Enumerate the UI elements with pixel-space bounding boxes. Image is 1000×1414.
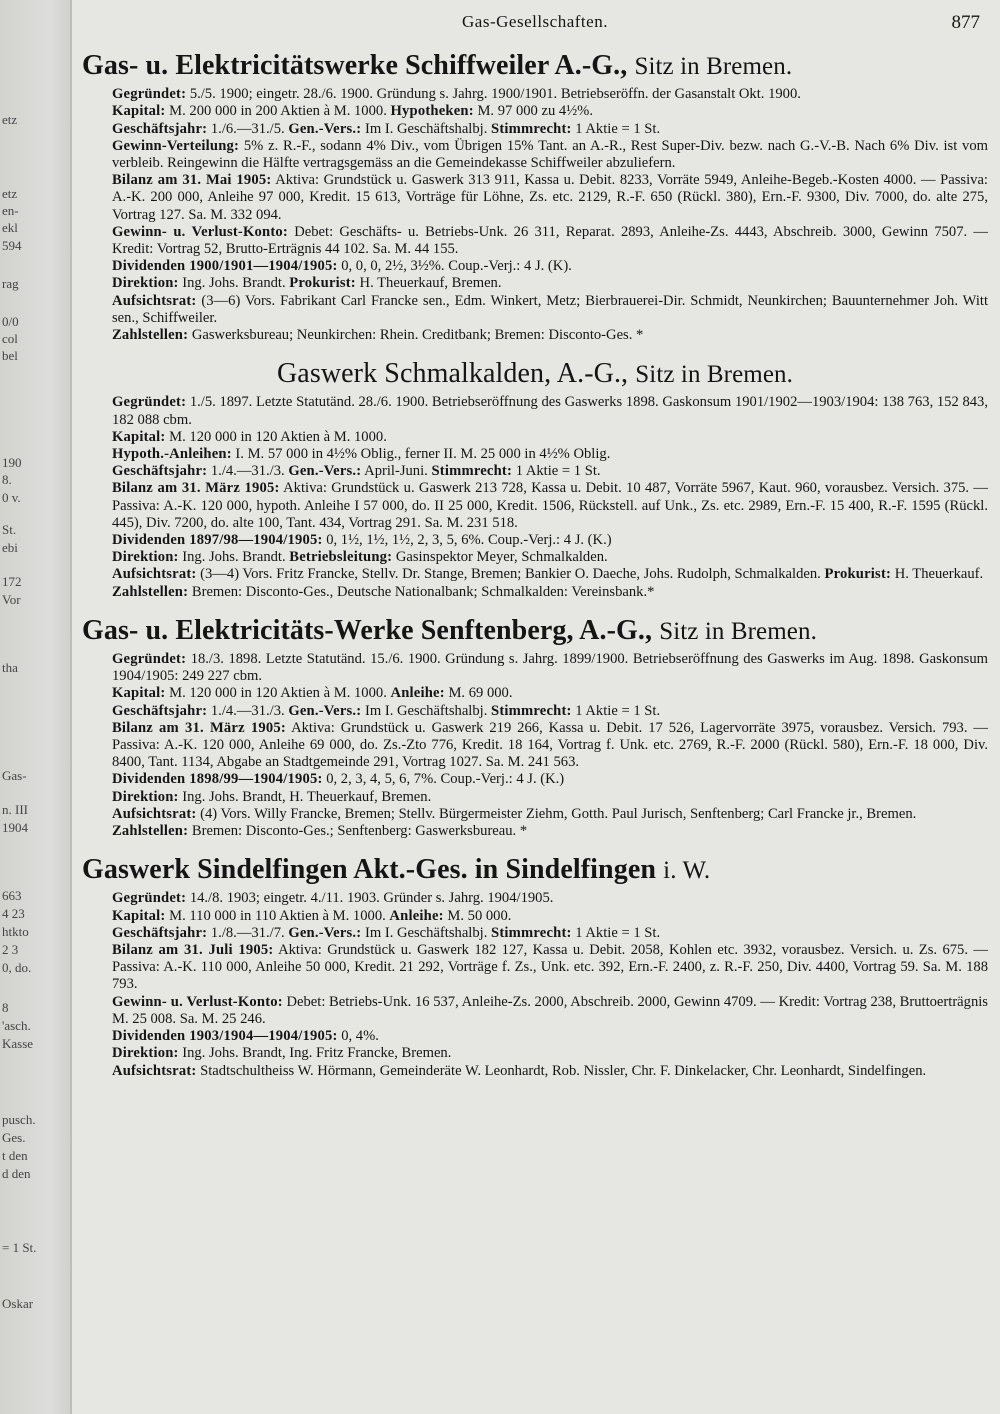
margin-fragment: 190: [2, 455, 22, 470]
field-label: Prokurist:: [289, 275, 356, 292]
field-value: Aktiva: Grundstück u. Gaswerk 182 127, Kassa u. Debit. 2058, Kohlen etc. 3932, vorausbez. Versich. u. Zs. 675. — Passiva: A.-K. 110 000, Anleihe 50 000, Kredit. 21 292, Vorträge f. Zs., Unk. etc. 392, Ern.-F. 2400, z. R.-F. 250, Div. 4400, Vortrag 59. Sa. M. 188 793.: [112, 942, 988, 993]
company-name: Gas- u. Elektricitätswerke Schiffweiler A.-G.,: [82, 50, 628, 81]
entry-paragraph: [82, 771, 988, 788]
field-label: Bilanz am 31. Mai 1905:: [112, 172, 272, 189]
margin-fragment: Gas-: [2, 768, 27, 783]
margin-fragment: rag: [2, 276, 19, 291]
field-value: 1 Aktie = 1 St.: [575, 924, 661, 941]
entry-paragraph: [82, 480, 988, 532]
margin-fragment: etz: [2, 112, 18, 127]
field-label: Anleihe:: [390, 685, 445, 702]
field-label: Gegründet:: [112, 890, 187, 907]
field-label: Gewinn-Verteilung:: [112, 137, 240, 154]
margin-fragment: col: [2, 331, 18, 346]
company-name: Gas- u. Elektricitäts-Werke Senftenberg, A.-G.,: [82, 614, 653, 646]
field-label: Direktion:: [112, 788, 179, 805]
page-content: [82, 50, 988, 1094]
field-label: Aufsichtsrat:: [112, 1062, 197, 1079]
field-value: M. 69 000.: [448, 685, 513, 702]
entry-paragraph: [82, 327, 988, 344]
field-value: Aktiva: Grundstück u. Gaswerk 213 728, Kassa u. Debit. 10 487, Vorräte 5967, Kaut. 960, vorausbez. Versich. 375. — Passiva: A.-K. 120 000, hypoth. Anleihe I 57 000, do. II 25 000, Kredit. 1506, Rückstell. auf Unk., Zs. etc. 2989, Ern.-F. 15 400, R.-F. 1595 (Rückl. 445), Div. 7200, do. alte 100, Tant. 434, Vortrag 291. Sa. M. 231 518.: [112, 480, 988, 531]
entry-paragraph: [82, 532, 988, 549]
field-value: Aktiva: Grundstück u. Gaswerk 219 266, Kassa u. Debit. 17 526, Lagervorräte 3975, vorausbez. Versich. 793. — Passiva: A.-K. 120 000, Anleihe 69 000, do. Zs.-Zto 776, Kredit. 18 164, Vortrag f. Unk. etc. 2769, R.-F. 2000 (Rückl. 580), Ern.-F. 18 000, Div. 8400, Tant. 1134, Abgabe an Stadtgemeinde 291, Vortrag 1027. Sa. M. 241 563.: [112, 719, 989, 771]
field-label: Geschäftsjahr:: [112, 120, 208, 137]
field-label: Anleihe:: [389, 907, 444, 924]
entry-paragraph: [82, 651, 988, 685]
field-value: M. 50 000.: [447, 907, 512, 924]
margin-fragment: 8.: [2, 472, 12, 487]
company-title: [82, 854, 988, 886]
field-label: Kapital:: [112, 428, 166, 445]
field-value: 1./4.—31./3.: [210, 702, 285, 719]
field-value: 1./6.—31./5.: [210, 120, 285, 137]
field-label: Kapital:: [112, 685, 166, 702]
margin-fragment: ekl: [2, 220, 18, 235]
field-value: (3—6) Vors. Fabrikant Carl Francke sen., Edm. Winkert, Metz; Bierbrauerei-Dir. Schmidt, Neunkirchen; Bauunternehmer Joh. Witt sen., Schiffweiler.: [112, 292, 988, 326]
company-entry: [82, 50, 988, 344]
field-value: Debet: Betriebs-Unk. 16 537, Anleihe-Zs. 2000, Abschreib. 2000, Gewinn 4709. — Kredit: Vortrag 238, Bruttoerträgnis M. 25 008. Sa. M. 25 246.: [112, 993, 988, 1027]
entry-paragraph: [82, 685, 988, 702]
field-value: Ing. Johs. Brandt, H. Theuerkauf, Bremen.: [182, 788, 432, 805]
company-seat: Sitz in Bremen.: [659, 617, 817, 645]
entry-paragraph: [82, 549, 988, 566]
field-value: 18./3. 1898. Letzte Statutänd. 15./6. 1900. Gründung s. Jahrg. 1899/1900. Betriebseröffnung des Gaswerks im Aug. 1898. Gaskonsum 1904/1905: 249 227 cbm.: [112, 651, 989, 685]
field-value: M. 120 000 in 120 Aktien à M. 1000.: [169, 428, 387, 445]
field-value: M. 110 000 in 110 Aktien à M. 1000.: [169, 907, 386, 924]
margin-fragment: Oskar: [2, 1296, 34, 1311]
margin-fragment: Ges.: [2, 1130, 26, 1145]
margin-fragment: n. III: [2, 802, 28, 817]
margin-fragment: ebi: [2, 540, 18, 555]
entry-paragraph: [82, 172, 988, 224]
field-value: 0, 1½, 1½, 1½, 2, 3, 5, 6%. Coup.-Verj.: 4 J. (K.): [326, 532, 612, 549]
company-entry: [82, 358, 988, 601]
margin-fragment: 1904: [2, 820, 28, 835]
company-seat: Sitz in Bremen.: [634, 53, 793, 80]
field-label: Gen.-Vers.:: [288, 120, 362, 137]
field-label: Stimmrecht:: [491, 924, 572, 941]
margin-fragment: 172: [2, 574, 22, 589]
company-seat: Sitz in Bremen.: [635, 361, 793, 389]
entry-paragraph: [82, 1063, 988, 1080]
margin-fragment: 2 3: [2, 942, 19, 957]
entry-paragraph: [82, 138, 988, 172]
field-label: Gegründet:: [112, 86, 187, 103]
field-value: (4) Vors. Willy Francke, Bremen; Stellv. Bürgermeister Ziehm, Gotth. Paul Jurisch, Senftenberg; Carl Francke jr., Bremen.: [200, 805, 917, 822]
field-label: Gegründet:: [112, 651, 187, 668]
entry-paragraph: [82, 806, 988, 823]
field-label: Gen.-Vers.:: [288, 702, 362, 719]
margin-fragment: = 1 St.: [2, 1240, 37, 1255]
company-title: [82, 50, 988, 82]
entry-paragraph: [82, 720, 988, 772]
entry-paragraph: [82, 463, 988, 480]
entry-paragraph: [82, 258, 988, 275]
field-value: 14./8. 1903; eingetr. 4./11. 1903. Gründer s. Jahrg. 1904/1905.: [189, 890, 554, 907]
field-value: Bremen: Disconto-Ges.; Senftenberg: Gaswerksbureau. *: [191, 823, 528, 840]
facing-page-margin: [0, 0, 72, 1414]
margin-fragment: St.: [2, 522, 17, 537]
margin-fragment: 0, do.: [2, 960, 32, 975]
page-number: 877: [951, 12, 980, 33]
field-value: 0, 2, 3, 4, 5, 6, 7%. Coup.-Verj.: 4 J. (K.): [326, 771, 565, 788]
field-value: M. 200 000 in 200 Aktien à M. 1000.: [169, 103, 387, 120]
margin-fragment: 594: [2, 238, 22, 253]
field-label: Aufsichtsrat:: [112, 566, 197, 583]
field-value: (3—4) Vors. Fritz Francke, Stellv. Dr. Stange, Bremen; Bankier O. Daeche, Johs. Rudolph, Schmalkalden.: [200, 566, 821, 583]
field-value: Ing. Johs. Brandt.: [182, 275, 286, 292]
entry-paragraph: [82, 942, 988, 994]
field-label: Zahlstellen:: [112, 583, 189, 600]
field-label: Zahlstellen:: [112, 327, 189, 344]
field-label: Aufsichtsrat:: [112, 292, 197, 309]
margin-fragment: 0/0: [2, 314, 19, 329]
entry-paragraph: [82, 566, 988, 583]
entry-paragraph: [82, 925, 988, 942]
field-value: Im I. Geschäftshalbj.: [364, 702, 488, 719]
margin-fragment: 'asch.: [2, 1018, 31, 1033]
field-value: 5% z. R.-F., sodann 4% Div., vom Übrigen 15% Tant. an A.-R., Rest Super-Div. bezw. nach G.-V.-B. Nach 6% Div. ist vom verbleib. Reingewinn die Hälfte vertragsgemäss an die Gemeindekasse Schiffweiler abzuliefern.: [112, 137, 988, 171]
field-value: 5./5. 1900; eingetr. 28./6. 1900. Gründung s. Jahrg. 1900/1901. Betriebseröffn. der Gasanstalt Okt. 1900.: [189, 86, 801, 103]
entry-paragraph: [82, 789, 988, 806]
field-label: Bilanz am 31. März 1905:: [112, 480, 280, 497]
company-name: Gaswerk Sindelfingen Akt.-Ges. in Sindelfingen: [82, 854, 657, 886]
entry-paragraph: [82, 446, 988, 463]
field-label: Geschäftsjahr:: [112, 463, 208, 480]
field-label: Prokurist:: [824, 566, 892, 583]
margin-fragment: htkto: [2, 924, 29, 939]
entry-paragraph: [82, 890, 988, 907]
margin-fragment: 8: [2, 1000, 9, 1015]
field-label: Gen.-Vers.:: [288, 924, 362, 941]
field-label: Stimmrecht:: [491, 120, 572, 137]
field-label: Gen.-Vers.:: [288, 463, 362, 480]
margin-fragment: en-: [2, 203, 19, 218]
page-gutter: [70, 0, 72, 1414]
field-value: 1./4.—31./3.: [210, 463, 285, 480]
field-value: Stadtschultheiss W. Hörmann, Gemeinderäte W. Leonhardt, Rob. Nissler, Chr. F. Dinkelacker, Chr. Leonhardt, Sindelfingen.: [200, 1062, 927, 1079]
company-entry: [82, 615, 988, 840]
margin-fragment: t den: [2, 1148, 28, 1163]
margin-fragment: d den: [2, 1166, 31, 1181]
field-value: April-Juni.: [364, 463, 428, 480]
entry-paragraph: [82, 823, 988, 840]
field-value: Ing. Johs. Brandt.: [182, 549, 286, 566]
field-value: Bremen: Disconto-Ges., Deutsche Nationalbank; Schmalkalden: Vereinsbank.*: [191, 583, 655, 600]
field-label: Gewinn- u. Verlust-Konto:: [112, 993, 283, 1010]
field-value: Im I. Geschäftshalbj.: [364, 120, 488, 137]
entry-paragraph: [82, 1045, 988, 1062]
entry-paragraph: [82, 103, 988, 120]
field-value: Aktiva: Grundstück u. Gaswerk 313 911, Kassa u. Debit. 8233, Vorräte 5949, Anleihe-Begeb.-Kosten 4000. — Passiva: A.-K. 200 000, Anleihe 97 000, Kredit. 15 613, Vorträge für Löhne, Zs. etc. 2129, R.-F. 650 (Rückl. 380), Ern.-F. 9300, Div. 7000, do. alte 275, Vortrag 127. Sa. M. 332 094.: [112, 172, 988, 223]
entry-paragraph: [82, 121, 988, 138]
entry-paragraph: [82, 429, 988, 446]
field-value: 1 Aktie = 1 St.: [575, 702, 661, 719]
entry-paragraph: [82, 703, 988, 720]
field-label: Gegründet:: [112, 394, 187, 411]
entry-paragraph: [82, 293, 988, 327]
field-label: Gewinn- u. Verlust-Konto:: [112, 223, 288, 240]
company-seat: i. W.: [663, 857, 711, 885]
entry-paragraph: [82, 275, 988, 292]
field-label: Stimmrecht:: [491, 702, 572, 719]
field-label: Kapital:: [112, 103, 166, 120]
company-entry: [82, 854, 988, 1079]
field-value: 1./5. 1897. Letzte Statutänd. 28./6. 1900. Betriebseröffnung des Gaswerks 1898. Gaskonsum 1901/1902—1903/1904: 138 763, 152 843, 182 088 cbm.: [112, 394, 988, 428]
field-label: Hypotheken:: [390, 103, 474, 120]
field-value: 1 Aktie = 1 St.: [515, 463, 601, 480]
entry-paragraph: [82, 86, 988, 103]
company-title: [82, 358, 988, 390]
margin-fragment: pusch.: [2, 1112, 36, 1127]
field-label: Dividenden 1903/1904—1904/1905:: [112, 1028, 338, 1045]
field-value: 0, 0, 0, 2½, 3½%. Coup.-Verj.: 4 J. (K).: [341, 258, 572, 275]
field-label: Direktion:: [112, 549, 179, 566]
field-value: M. 120 000 in 120 Aktien à M. 1000.: [169, 685, 387, 702]
field-label: Kapital:: [112, 907, 166, 924]
field-value: Im I. Geschäftshalbj.: [364, 924, 488, 941]
field-label: Bilanz am 31. Juli 1905:: [112, 942, 274, 959]
company-title: [82, 615, 988, 647]
field-label: Direktion:: [112, 275, 179, 292]
entry-paragraph: [82, 994, 988, 1028]
field-value: Debet: Geschäfts- u. Betriebs-Unk. 26 311, Reparat. 2893, Anleihe-Zs. 4443, Abschreib. 3000, Gewinn 7507. — Kredit: Vortrag 52, Brutto-Erträgnis 44 102. Sa. M. 44 155.: [112, 223, 988, 258]
running-title: Gas-Gesellschaften.: [462, 12, 608, 31]
margin-fragment: 4 23: [2, 906, 25, 921]
margin-fragment: Kasse: [2, 1036, 34, 1051]
margin-fragment: tha: [2, 660, 18, 675]
field-label: Dividenden 1897/98—1904/1905:: [112, 532, 323, 549]
field-label: Bilanz am 31. März 1905:: [112, 719, 286, 736]
margin-fragment: 663: [2, 888, 22, 903]
company-name: Gaswerk Schmalkalden, A.-G.,: [276, 358, 629, 390]
margin-fragment: bel: [2, 348, 18, 363]
field-value: H. Theuerkauf.: [894, 566, 984, 583]
field-label: Direktion:: [112, 1045, 179, 1062]
field-value: 0, 4%.: [341, 1028, 379, 1045]
field-value: I. M. 57 000 in 4½% Oblig., ferner II. M. 25 000 in 4½% Oblig.: [235, 446, 611, 463]
field-label: Geschäftsjahr:: [112, 924, 208, 941]
entry-paragraph: [82, 1028, 988, 1045]
field-value: M. 97 000 zu 4½%.: [477, 103, 593, 120]
field-value: Ing. Johs. Brandt, Ing. Fritz Francke, Bremen.: [182, 1045, 452, 1062]
field-label: Aufsichtsrat:: [112, 805, 197, 822]
page-header: [90, 12, 980, 40]
entry-paragraph: [82, 584, 988, 601]
field-value: 1 Aktie = 1 St.: [575, 120, 661, 137]
field-label: Hypoth.-Anleihen:: [112, 446, 232, 463]
field-label: Betriebsleitung:: [289, 549, 393, 566]
field-value: Gasinspektor Meyer, Schmalkalden.: [395, 549, 608, 566]
entry-paragraph: [82, 224, 988, 258]
field-value: 1./8.—31./7.: [210, 924, 285, 941]
field-label: Zahlstellen:: [112, 823, 189, 840]
margin-fragment: Vor: [2, 592, 21, 607]
field-label: Dividenden 1900/1901—1904/1905:: [112, 258, 338, 275]
field-label: Stimmrecht:: [431, 463, 513, 480]
margin-fragment: etz: [2, 186, 18, 201]
entry-paragraph: [82, 394, 988, 428]
field-label: Geschäftsjahr:: [112, 702, 208, 719]
field-value: H. Theuerkauf, Bremen.: [359, 275, 502, 292]
margin-fragment: 0 v.: [2, 490, 21, 505]
field-label: Dividenden 1898/99—1904/1905:: [112, 771, 323, 788]
entry-paragraph: [82, 908, 988, 925]
field-value: Gaswerksbureau; Neunkirchen: Rhein. Creditbank; Bremen: Disconto-Ges. *: [191, 327, 644, 344]
